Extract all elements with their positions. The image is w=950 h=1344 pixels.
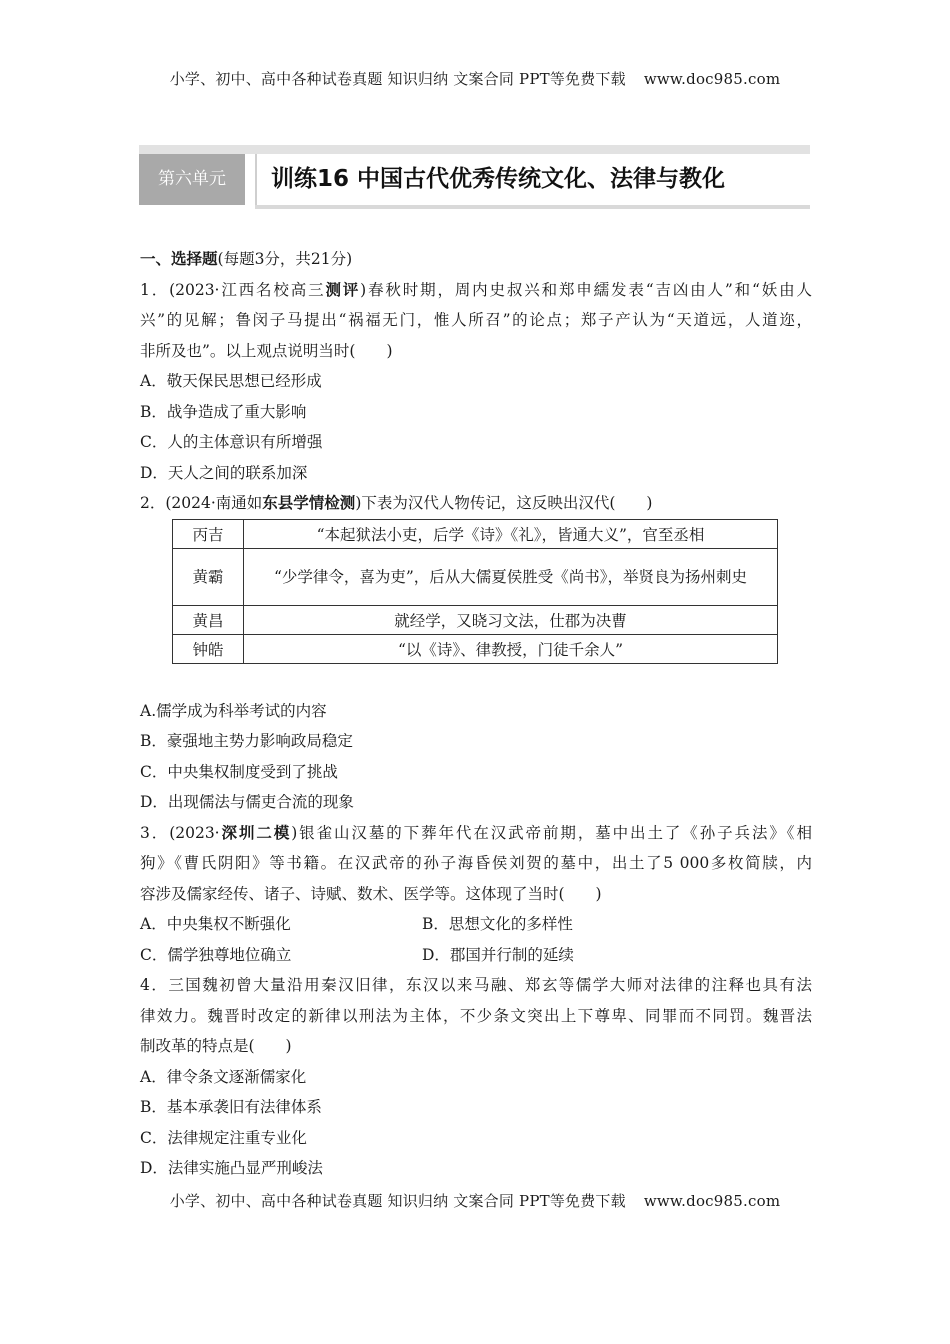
q4-option-a[interactable]: A．律令条文逐渐儒家化 bbox=[140, 1067, 307, 1086]
banner-separator bbox=[245, 154, 255, 205]
q3-option-c[interactable]: C．儒学独尊地位确立 bbox=[140, 945, 292, 964]
biography-table bbox=[172, 519, 778, 664]
spacer bbox=[140, 664, 812, 696]
q1-stem-line3: 非所及也”。以上观点说明当时( ) bbox=[140, 341, 393, 360]
table-row bbox=[173, 634, 778, 663]
person-bio: “以《诗》、律教授，门徒千余人” bbox=[244, 634, 778, 663]
q4-stem-line3: 制改革的特点是( ) bbox=[140, 1037, 292, 1055]
q2-source-prefix: 2．(2024·南通如 bbox=[140, 494, 263, 512]
person-name: 丙吉 bbox=[173, 519, 244, 548]
q3-stem-line2: 狗》《曹氏阴阳》等书籍。在汉武帝的孙子海昏侯刘贺的墓中，出土了5 000多枚简牍，内 bbox=[140, 854, 812, 872]
person-name: 黄霸 bbox=[173, 548, 244, 605]
q2-option-b[interactable]: B．豪强地主势力影响政局稳定 bbox=[140, 732, 353, 750]
q1-option-a[interactable]: A．敬天保民思想已经形成 bbox=[140, 372, 322, 390]
person-bio: “本起狱法小吏，后学《诗》《礼》，皆通大义”，官至丞相 bbox=[244, 519, 778, 548]
q3-source-bold: 深圳二模 bbox=[219, 823, 292, 842]
banner-top-strip bbox=[139, 145, 810, 154]
q1-option-d[interactable]: D．天人之间的联系加深 bbox=[140, 463, 308, 482]
q3-options-row1 bbox=[140, 909, 812, 940]
q3-option-d[interactable]: D．郡国并行制的延续 bbox=[422, 945, 574, 964]
page-header bbox=[0, 68, 950, 89]
person-bio: 就经学，又晓习文法，仕郡为决曹 bbox=[244, 605, 778, 634]
header-site: www.doc985.com bbox=[643, 70, 781, 88]
header-text: 小学、初中、高中各种试卷真题 知识归纳 文案合同 PPT等免费下载 bbox=[169, 70, 626, 88]
q3-source-prefix: 3．(2023· bbox=[140, 823, 220, 842]
table-row bbox=[173, 519, 778, 548]
training-title: 训练16 中国古代优秀传统文化、法律与教化 bbox=[255, 154, 810, 205]
person-name: 黄昌 bbox=[173, 605, 244, 634]
unit-label: 第六单元 bbox=[139, 154, 245, 205]
banner-bottom-line bbox=[255, 205, 810, 209]
q3-options-row2 bbox=[140, 940, 812, 971]
section-heading bbox=[140, 244, 812, 275]
q3-option-b[interactable]: B．思想文化的多样性 bbox=[422, 915, 573, 933]
q1-stem-line1 bbox=[140, 275, 812, 306]
q1-stem-line2: 兴”的见解；鲁闵子马提出“祸福无门，惟人所召”的论点；郑子产认为“天道远，人道迩， bbox=[140, 311, 812, 329]
q2-stem-text: )下表为汉代人物传记，这反映出汉代( ) bbox=[355, 494, 653, 512]
question-content bbox=[140, 244, 812, 1184]
footer-site: www.doc985.com bbox=[643, 1192, 781, 1210]
q3-option-a[interactable]: A．中央集权不断强化 bbox=[140, 915, 291, 933]
q1-option-b[interactable]: B．战争造成了重大影响 bbox=[140, 402, 307, 421]
footer-text: 小学、初中、高中各种试卷真题 知识归纳 文案合同 PPT等免费下载 bbox=[169, 1192, 626, 1210]
section-note: (每题3分，共21分) bbox=[217, 250, 353, 268]
section-title: 一、选择题 bbox=[140, 250, 218, 268]
q4-option-d[interactable]: D．法律实施凸显严刑峻法 bbox=[140, 1159, 323, 1177]
q2-option-a[interactable]: A.儒学成为科举考试的内容 bbox=[140, 701, 327, 720]
q1-source-bold: 测评 bbox=[325, 280, 361, 299]
q3-stem-line1 bbox=[140, 818, 812, 849]
page-footer bbox=[0, 1190, 950, 1211]
person-bio: “少学律令，喜为吏”，后从大儒夏侯胜受《尚书》，举贤良为扬州刺史 bbox=[244, 548, 778, 605]
q4-option-b[interactable]: B．基本承袭旧有法律体系 bbox=[140, 1098, 322, 1116]
q3-stem-text: )银雀山汉墓的下葬年代在汉武帝前期，墓中出土了《孙子兵法》《相 bbox=[291, 823, 812, 842]
q1-option-c[interactable]: C．人的主体意识有所增强 bbox=[140, 433, 323, 451]
q4-stem-line2: 律效力。魏晋时改定的新律以刑法为主体，不少条文突出上下尊卑、同罪而不同罚。魏晋法 bbox=[140, 1006, 812, 1025]
person-name: 钟皓 bbox=[173, 634, 244, 663]
table-row bbox=[173, 548, 778, 605]
q3-stem-line3: 容涉及儒家经传、诸子、诗赋、数术、医学等。这体现了当时( ) bbox=[140, 884, 602, 903]
q2-stem bbox=[140, 488, 812, 519]
q1-stem-text: )春秋时期，周内史叔兴和郑申繻发表“吉凶由人”和“妖由人 bbox=[360, 280, 812, 299]
q4-stem-line1: 4．三国魏初曾大量沿用秦汉旧律，东汉以来马融、郑玄等儒学大师对法律的注释也具有法 bbox=[140, 976, 812, 994]
unit-banner bbox=[139, 145, 810, 213]
q1-source-prefix: 1．(2023·江西名校高三 bbox=[140, 280, 326, 299]
table-row bbox=[173, 605, 778, 634]
q2-option-d[interactable]: D．出现儒法与儒吏合流的现象 bbox=[140, 793, 354, 811]
q2-option-c[interactable]: C．中央集权制度受到了挑战 bbox=[140, 762, 338, 781]
q2-source-bold: 东县学情检测 bbox=[262, 494, 356, 512]
q4-option-c[interactable]: C．法律规定注重专业化 bbox=[140, 1128, 307, 1147]
